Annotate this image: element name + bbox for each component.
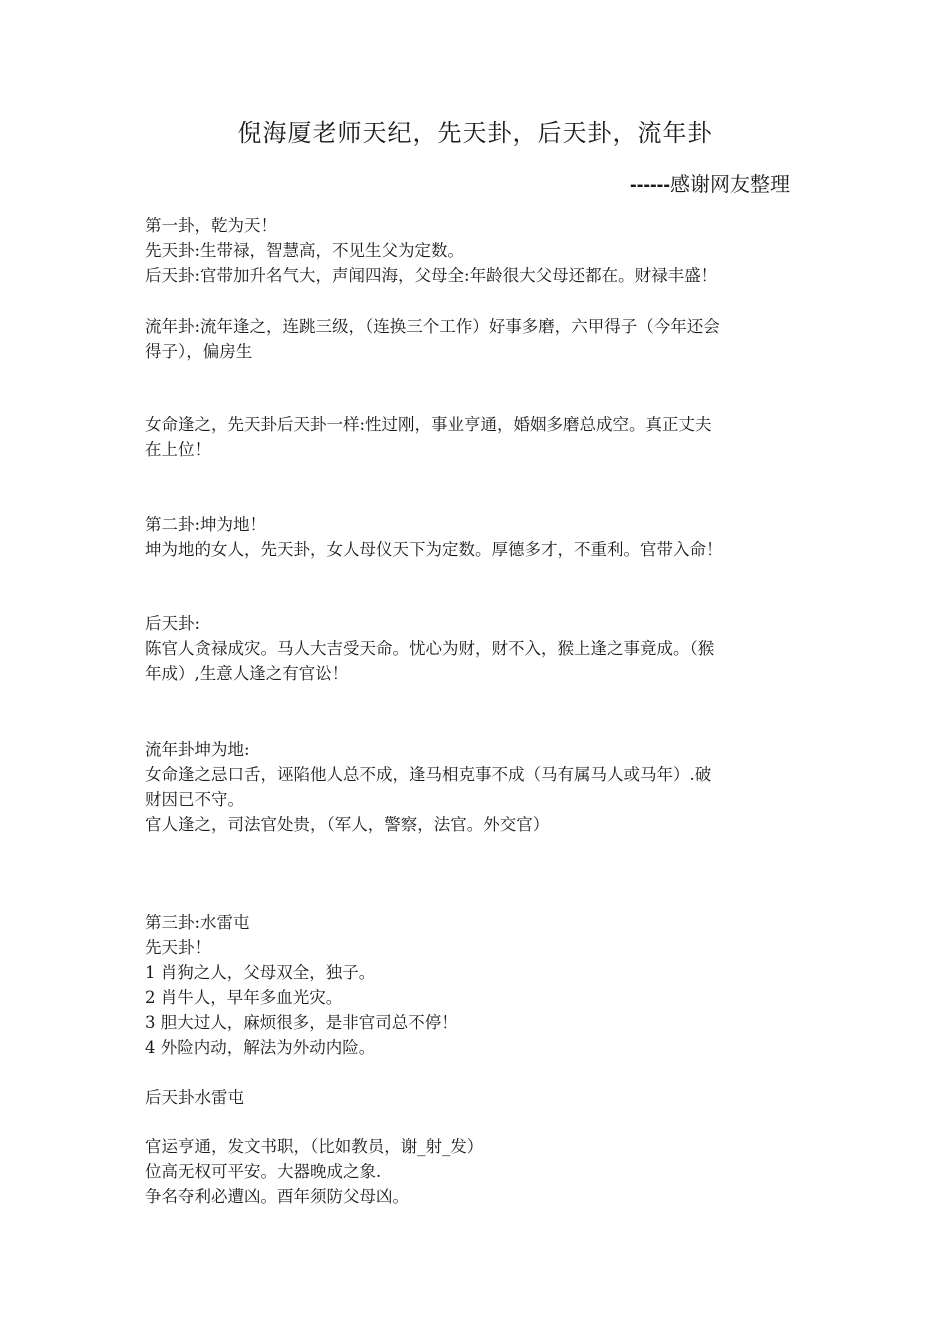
text-line: 女命逢之，先天卦后天卦一样:性过刚，事业亨通，婚姻多磨总成空。真正丈夫 [145,415,712,434]
text-line: 得子），偏房生 [145,342,253,361]
text-line: 后天卦: [145,614,201,633]
section-8 [145,1085,817,1110]
credit-dash: ------ [630,174,670,196]
text-line: 坤为地的女人，先天卦，女人母仪天下为定数。厚德多才，不重利。官带入命！ [145,540,723,559]
text-line: 先天卦:生带禄，智慧高，不见生父为定数。 [145,241,465,260]
text-line: 女命逢之忌口舌，诬陷他人总不成，逢马相克事不成（马有属马人或马年）.破 [145,765,712,784]
text-line: 后天卦水雷屯 [145,1088,244,1107]
text-line: 3 胆大过人，麻烦很多，是非官司总不停！ [145,1013,458,1032]
text-line: 官运亨通，发文书职，（比如教员，谢_射_发） [145,1137,484,1156]
document-title: 倪海厦老师天纪，先天卦，后天卦，流年卦 [237,119,713,147]
section-5 [145,611,817,686]
section-1 [145,213,817,288]
text-line: 第三卦:水雷屯 [145,913,250,932]
text-line: 第二卦:坤为地！ [145,515,267,534]
text-line: 1 肖狗之人，父母双全，独子。 [145,963,376,982]
credit-line [630,170,790,199]
text-line: 先天卦！ [145,938,211,957]
section-7 [145,910,817,1060]
text-line: 流年卦:流年逢之，连跳三级，（连换三个工作）好事多磨，六甲得子（今年还会 [145,317,720,336]
text-line: 流年卦坤为地: [145,740,250,759]
section-6 [145,737,817,837]
section-2 [145,314,817,364]
text-line: 在上位！ [145,440,211,459]
text-line: 第一卦，乾为天！ [145,216,277,235]
text-line: 2 肖牛人，早年多血光灾。 [145,988,343,1007]
text-line: 官人逢之，司法官处贵，（军人，警察，法官。外交官） [145,815,550,834]
text-line: 陈官人贪禄成灾。马人大吉受天命。忧心为财，财不入，猴上逢之事竟成。（猴 [145,639,715,658]
text-line: 争名夺利必遭凶。酉年须防父母凶。 [145,1187,409,1206]
text-line: 位高无权可平安。大器晚成之象. [145,1162,382,1181]
text-line: 年成）,生意人逢之有官讼！ [145,664,349,683]
section-9 [145,1134,817,1209]
section-3 [145,412,817,462]
credit-text: 感谢网友整理 [670,172,790,196]
section-4 [145,512,817,562]
text-line: 财因已不守。 [145,790,244,809]
text-line: 后天卦:官带加升名气大，声闻四海，父母全:年龄很大父母还都在。财禄丰盛！ [145,266,718,285]
text-line: 4 外险内动，解法为外动内险。 [145,1038,376,1057]
